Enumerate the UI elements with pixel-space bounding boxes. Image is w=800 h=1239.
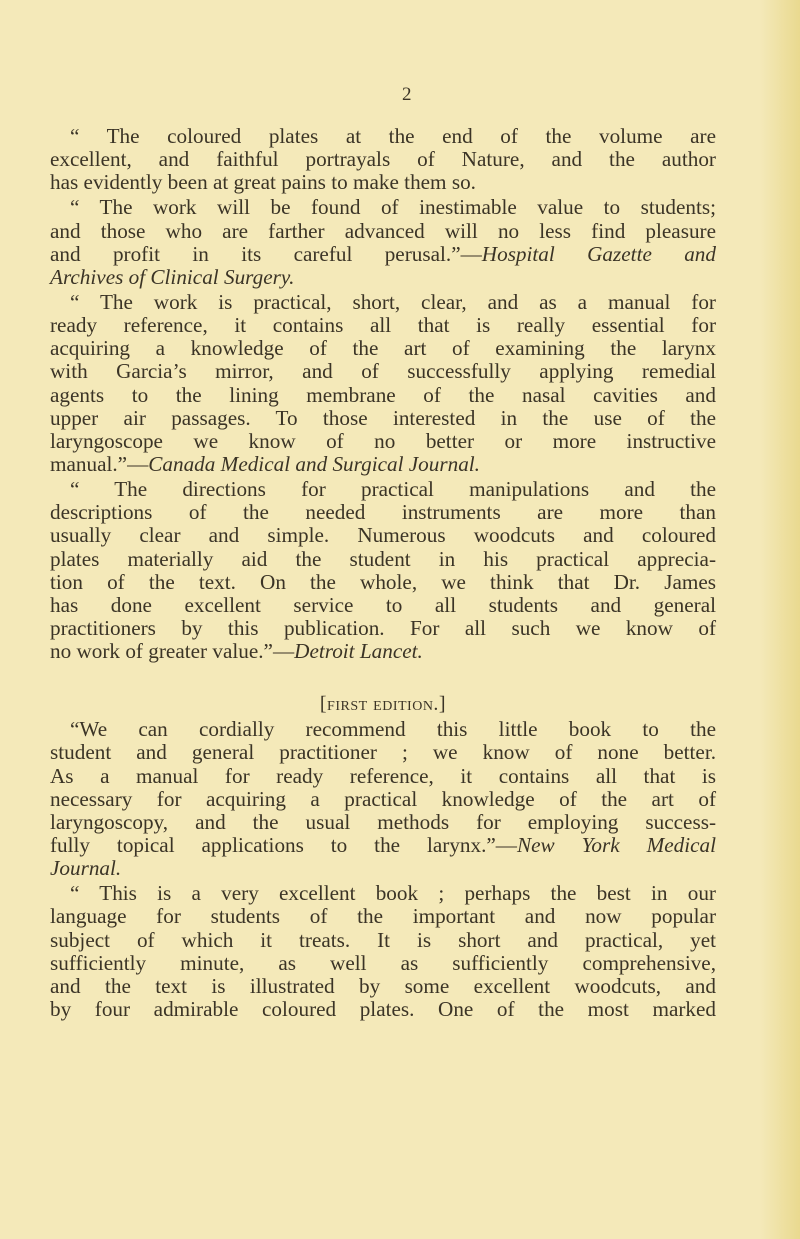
text-segment: “ The coloured plates at the end of the volume are xyxy=(70,124,716,148)
text-segment: excellent, and faithful portrayals of Nature, and the author xyxy=(50,147,716,172)
text-segment: necessary for acquiring a practical knowledge of the art of xyxy=(50,786,716,811)
review-paragraph xyxy=(50,125,716,194)
text-line xyxy=(50,220,716,243)
review-paragraph xyxy=(50,718,716,880)
reviews-later-edition xyxy=(50,125,716,663)
text-line xyxy=(50,407,716,430)
text-line xyxy=(50,571,716,594)
text-line xyxy=(50,857,716,880)
text-segment: upper air passages. To those interested in the use of the xyxy=(50,405,716,430)
text-line xyxy=(50,952,716,975)
text-line xyxy=(50,384,716,407)
text-line xyxy=(50,314,716,337)
review-paragraph xyxy=(50,882,716,1021)
text-line xyxy=(50,741,716,764)
text-line xyxy=(50,998,716,1021)
text-line xyxy=(50,594,716,617)
text-line xyxy=(50,811,716,834)
text-segment: usually clear and simple. Numerous woodcuts and coloured xyxy=(50,523,716,548)
text-segment: and the text is illustrated by some excellent woodcuts, and xyxy=(50,973,716,998)
text-segment: laryngoscopy, and the usual methods for employing success- xyxy=(50,809,716,834)
text-segment: “We can cordially recommend this little book to the xyxy=(70,717,716,742)
text-line xyxy=(50,266,716,289)
text-line xyxy=(50,196,716,219)
text-segment: “ The work is practical, short, clear, and as a manual for xyxy=(70,289,716,314)
text-segment: acquiring a knowledge of the art of examining the larynx xyxy=(50,336,716,361)
text-line xyxy=(50,501,716,524)
text-line xyxy=(50,929,716,952)
text-line xyxy=(50,788,716,811)
source-citation: Archives of Clinical Surgery. xyxy=(50,264,295,289)
text-line xyxy=(50,453,716,476)
text-segment: “ This is a very excellent book ; perhaps the best in our xyxy=(70,881,716,906)
source-citation: Detroit Lancet. xyxy=(294,639,423,664)
text-line xyxy=(50,171,716,194)
review-paragraph xyxy=(50,291,716,476)
review-paragraph xyxy=(50,196,716,289)
text-line xyxy=(50,640,716,663)
source-citation: Hospital Gazette and xyxy=(481,241,716,266)
text-segment: has evidently been at great pains to make them so. xyxy=(50,170,476,195)
text-segment: has done excellent service to all students and general xyxy=(50,592,716,617)
review-paragraph xyxy=(50,478,716,663)
text-segment: language for students of the important and now popular xyxy=(50,904,716,929)
text-line xyxy=(50,291,716,314)
text-segment: subject of which it treats. It is short and practical, yet xyxy=(50,927,716,952)
text-segment: tion of the text. On the whole, we think that Dr. James xyxy=(50,569,716,594)
text-line xyxy=(50,337,716,360)
text-segment: ready reference, it contains all that is really essential for xyxy=(50,313,716,338)
text-segment: As a manual for ready reference, it contains all that is xyxy=(50,763,716,788)
section-heading: [first edition.] xyxy=(319,693,447,716)
text-segment: student and general practitioner ; we know of none better. xyxy=(50,740,716,765)
source-citation: New York Medical xyxy=(517,832,716,857)
text-segment: and profit in its careful perusal.”— xyxy=(50,241,482,266)
text-segment: and those who are farther advanced will no less find pleasure xyxy=(50,218,716,243)
text-segment: sufficiently minute, as well as sufficiently comprehensive, xyxy=(50,950,716,975)
text-line xyxy=(50,617,716,640)
source-citation: Journal. xyxy=(50,856,122,881)
page-edge-shading xyxy=(760,0,800,1239)
page-number: 2 xyxy=(402,84,412,105)
text-line xyxy=(50,125,716,148)
text-line xyxy=(50,548,716,571)
text-segment: with Garcia’s mirror, and of successfully applying remedial xyxy=(50,359,716,384)
text-line xyxy=(50,975,716,998)
text-line xyxy=(50,524,716,547)
text-segment: manual.”— xyxy=(50,451,149,476)
text-line xyxy=(50,360,716,383)
text-segment: by four admirable coloured plates. One of the most marked xyxy=(50,996,716,1021)
text-segment: plates materially aid the student in his practical apprecia- xyxy=(50,546,716,571)
text-line xyxy=(50,430,716,453)
text-segment: practitioners by this publication. For all such we know of xyxy=(50,615,716,640)
text-line xyxy=(50,478,716,501)
text-segment: no work of greater value.”— xyxy=(50,639,295,664)
text-segment: “ The work will be found of inestimable value to students; xyxy=(70,195,716,220)
text-segment: descriptions of the needed instruments are more than xyxy=(50,500,716,525)
reviews-first-edition xyxy=(50,718,716,1021)
text-line xyxy=(50,148,716,171)
text-line xyxy=(50,718,716,741)
text-segment: laryngoscope we know of no better or more instructive xyxy=(50,428,716,453)
text-segment: agents to the lining membrane of the nasal cavities and xyxy=(50,382,716,407)
text-segment: “ The directions for practical manipulations and the xyxy=(70,477,716,502)
text-line xyxy=(50,905,716,928)
page-body xyxy=(50,125,716,1023)
text-segment: fully topical applications to the larynx.”— xyxy=(50,832,517,857)
source-citation: Canada Medical and Surgical Journal. xyxy=(148,451,480,476)
text-line xyxy=(50,765,716,788)
text-line xyxy=(50,243,716,266)
text-line xyxy=(50,882,716,905)
text-line xyxy=(50,834,716,857)
